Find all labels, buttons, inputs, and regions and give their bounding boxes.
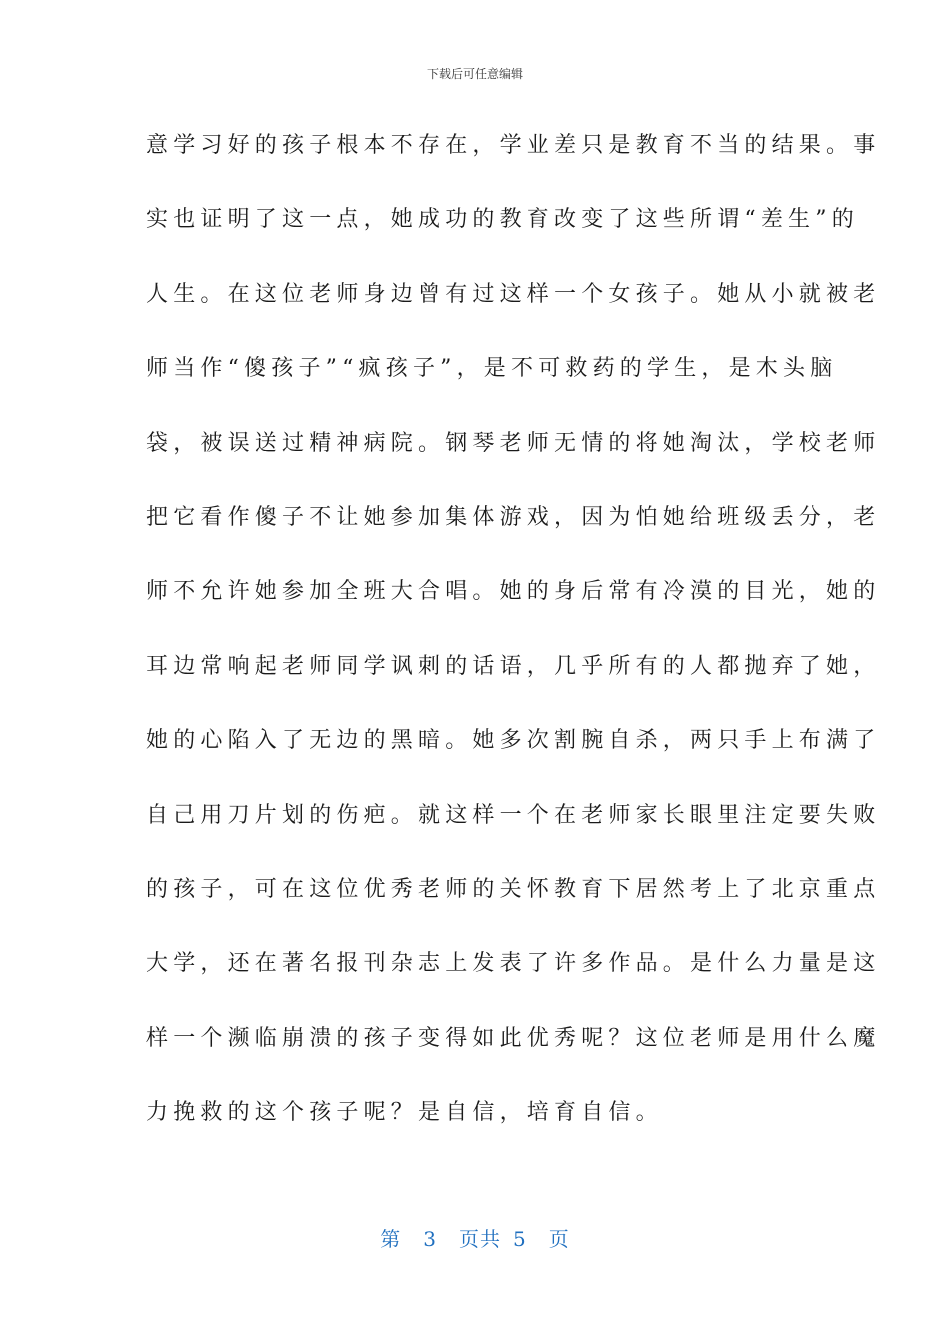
body-line: 袋，被误送过精神病院。钢琴老师无情的将她淘汰，学校老师 [146,430,881,456]
body-line: 师当作“傻孩子”“疯孩子”，是不可救药的学生，是木头脑 [146,356,838,382]
body-line: 力挽救的这个孩子呢？是自信，培育自信。 [146,1100,663,1126]
body-line: 自己用刀片划的伤疤。就这样一个在老师家长眼里注定要失败 [146,802,881,828]
body-line: 她的心陷入了无边的黑暗。她多次割腕自杀，两只手上布满了 [146,728,881,754]
body-line: 师不允许她参加全班大合唱。她的身后常有冷漠的目光，她的 [146,579,881,605]
footer-suffix: 页 [548,1227,570,1251]
current-page-number: 3 [423,1227,437,1251]
document-body [146,126,881,1167]
body-line: 样一个濒临崩溃的孩子变得如此优秀呢？这位老师是用什么魔 [146,1025,881,1051]
header-note: 下载后可任意编辑 [426,67,523,81]
footer-prefix: 第 [380,1227,402,1251]
body-line: 的孩子，可在这位优秀老师的关怀教育下居然考上了北京重点 [146,876,881,902]
body-line: 实也证明了这一点，她成功的教育改变了这些所谓“差生”的 [146,207,859,233]
page-footer [0,1225,950,1253]
total-page-count: 5 [513,1227,527,1251]
footer-middle: 页共 [459,1227,501,1251]
body-line: 耳边常响起老师同学讽刺的话语，几乎所有的人都抛弃了她， [146,653,881,679]
body-line: 人生。在这位老师身边曾有过这样一个女孩子。她从小就被老 [146,281,881,307]
body-line: 把它看作傻子不让她参加集体游戏，因为怕她给班级丢分，老 [146,504,881,530]
body-line: 大学，还在著名报刊杂志上发表了许多作品。是什么力量是这 [146,951,881,977]
body-line: 意学习好的孩子根本不存在，学业差只是教育不当的结果。事 [146,133,881,158]
